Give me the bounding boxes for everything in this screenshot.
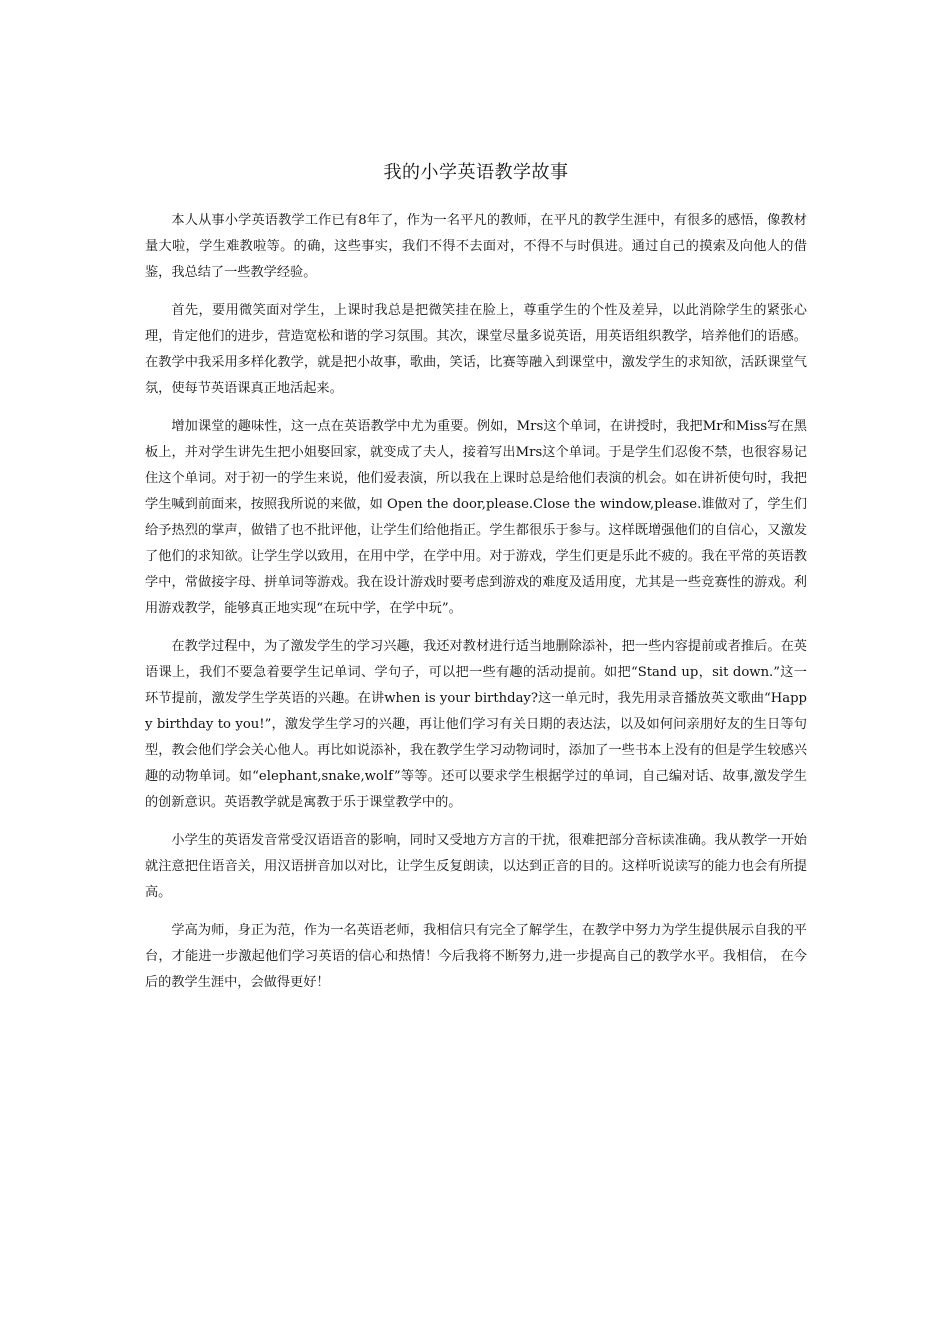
paragraph-intro: 本人从事小学英语教学工作已有8年了，作为一名平凡的教师，在平凡的教学生涯中，有很多的感悟，像教材量大啦，学生难教啦等。的确，这些事实，我们不得不去面对，不得不与时俱进。通过自己的摸索及向他人的借鉴，我总结了一些教学经验。	[145, 213, 807, 280]
document-title: 我的小学英语教学故事	[383, 162, 569, 183]
paragraph-conclusion: 学高为师，身正为范，作为一名英语老师，我相信只有完全了解学生，在教学中努力为学生提供展示自我的平台，才能进一步激起他们学习英语的信心和热情！今后我将不断努力,进一步提高自己的教学水平。我相信， 在今后的教学生涯中，会做得更好！	[145, 923, 807, 990]
paragraph-pronunciation: 小学生的英语发音常受汉语语音的影响，同时又受地方方言的干扰，很难把部分音标读准确。我从教学一开始就注意把住语音关，用汉语拼音加以对比，让学生反复朗读，以达到正音的目的。这样听说读写的能力也会有所提高。	[145, 833, 807, 900]
paragraph-adjust-materials: 在教学过程中，为了激发学生的学习兴趣，我还对教材进行适当地删除添补，把一些内容提前或者推后。在英语课上，我们不要急着要学生记单词、学句子，可以把一些有趣的活动提前。如把“Stand up，sit down.”这一环节提前，激发学生学英语的兴趣。在讲when is your birthday?这一单元时，我先用录音播放英文歌曲“Happy birthday to you!”，激发学生学习的兴趣，再让他们学习有关日期的表达法，以及如何问亲朋好友的生日等句型，教会他们学会关心他人。再比如说添补，我在教学生学习动物词时，添加了一些书本上没有的但是学生较感兴趣的动物单词。如“elephant,snake,wolf”等等。还可以要求学生根据学过的单词，自己编对话、故事,激发学生的创新意识。英语教学就是寓教于乐于课堂教学中的。	[145, 639, 807, 810]
paragraph-smile-and-english: 首先，要用微笑面对学生，上课时我总是把微笑挂在脸上，尊重学生的个性及差异，以此消除学生的紧张心理，肯定他们的进步，营造宽松和谐的学习氛围。其次，课堂尽量多说英语，用英语组织教学，培养他们的语感。在教学中我采用多样化教学，就是把小故事，歌曲，笑话，比赛等融入到课堂中，激发学生的求知欲，活跃课堂气氛，使每节英语课真正地活起来。	[145, 303, 807, 396]
paragraph-fun-in-class: 增加课堂的趣味性，这一点在英语教学中尤为重要。例如，Mrs这个单词，在讲授时，我把Mr和Miss写在黑板上，并对学生讲先生把小姐娶回家，就变成了夫人，接着写出Mrs这个单词。于是学生们忍俊不禁，也很容易记住这个单词。对于初一的学生来说，他们爱表演，所以我在上课时总是给他们表演的机会。如在讲祈使句时，我把学生喊到前面来，按照我所说的来做，如 Open the door,please.Close the window,please.谁做对了，学生们给予热烈的掌声，做错了也不批评他，让学生们给他指正。学生都很乐于参与。这样既增强他们的自信心，又激发了他们的求知欲。让学生学以致用，在用中学，在学中用。对于游戏，学生们更是乐此不疲的。我在平常的英语教学中，常做接字母、拼单词等游戏。我在设计游戏时要考虑到游戏的难度及适用度，尤其是一些竞赛性的游戏。利用游戏教学，能够真正地实现“在玩中学，在学中玩”。	[145, 419, 807, 616]
document-body	[145, 160, 807, 1008]
